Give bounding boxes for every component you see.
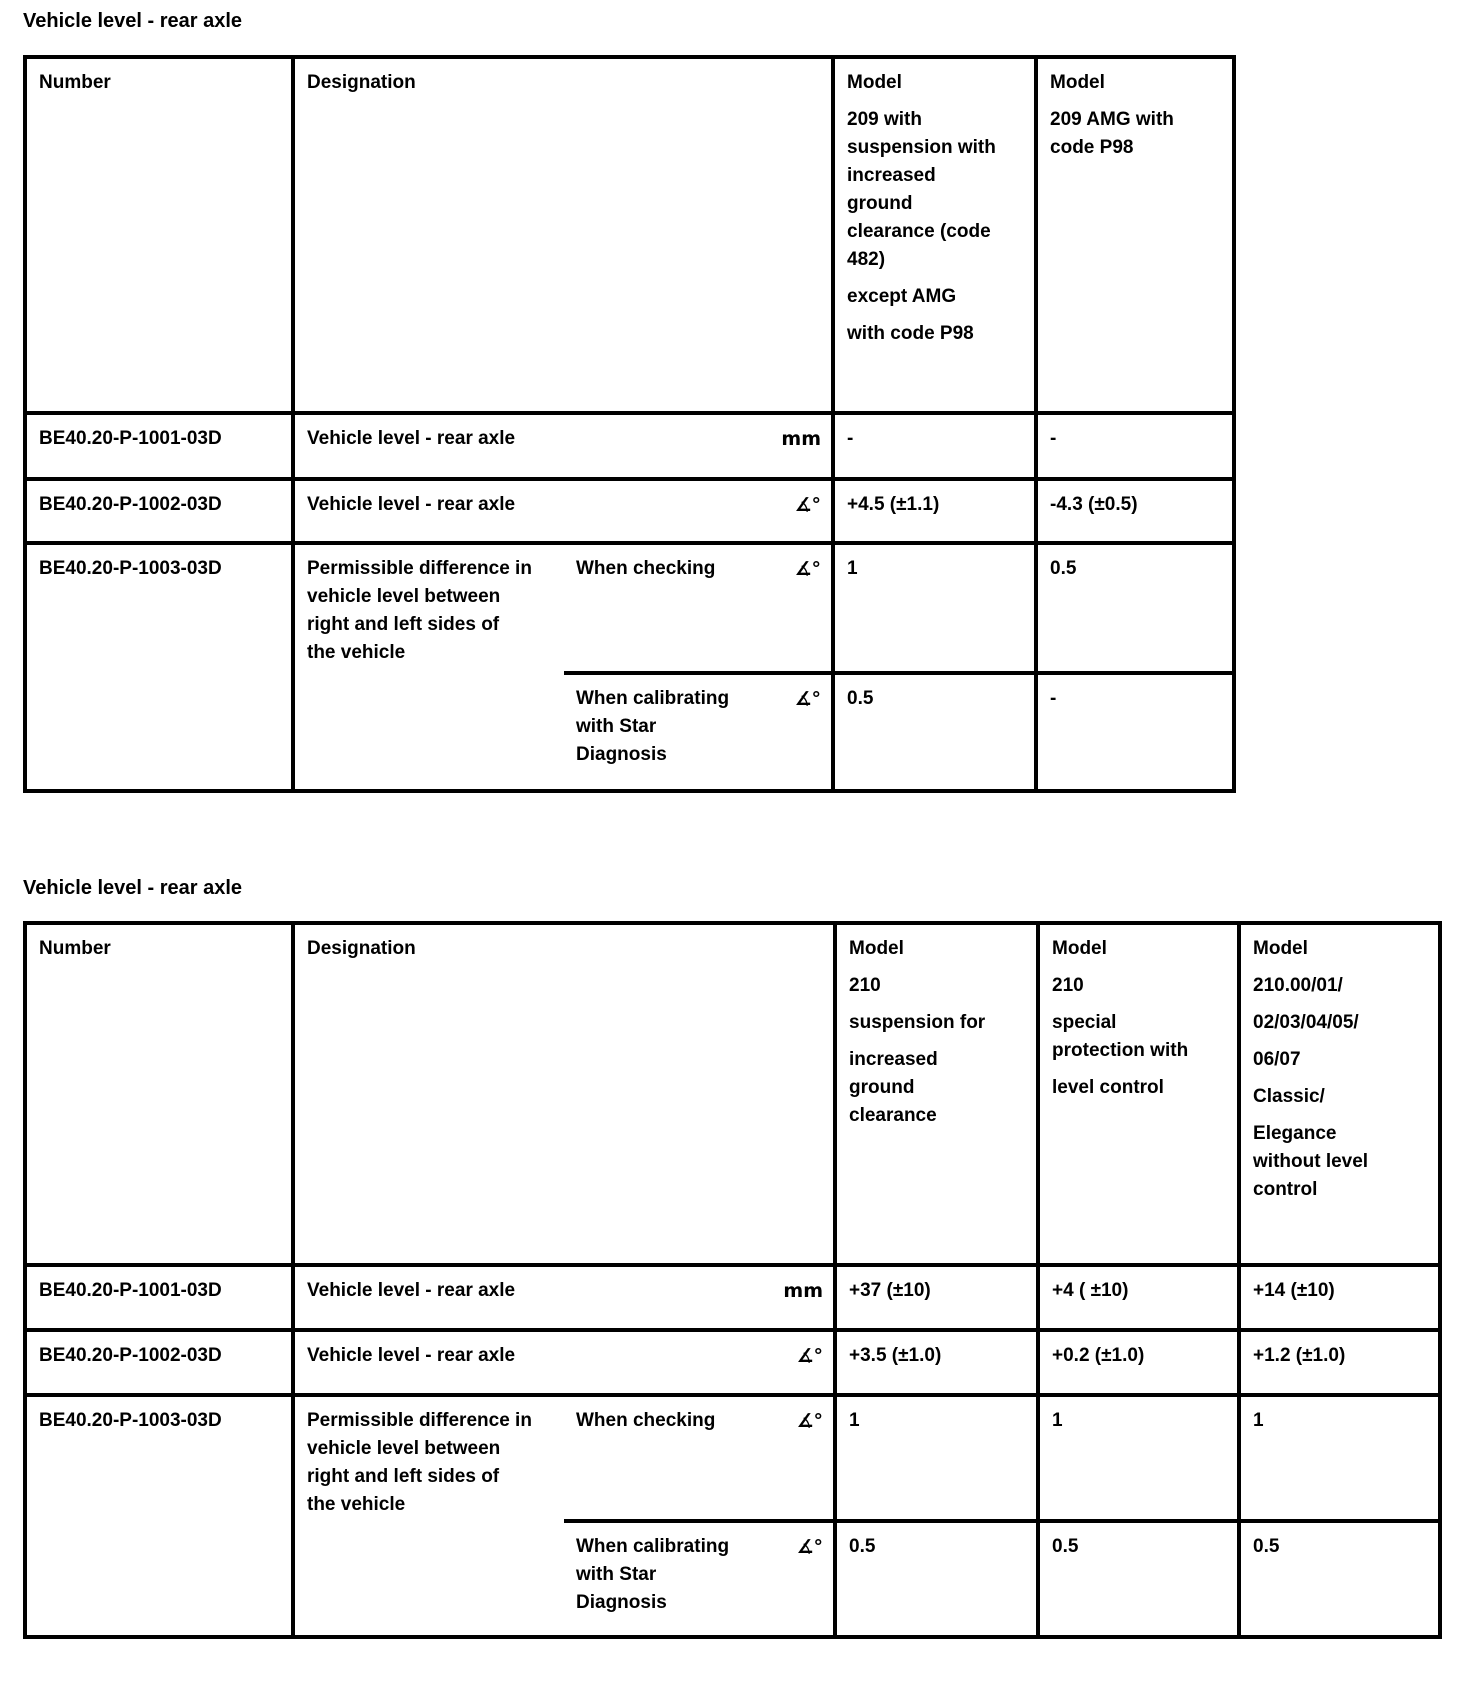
value-cell: -: [1036, 413, 1234, 479]
model-header-line: level control: [1052, 1077, 1164, 1098]
row-number: BE40.20-P-1003-03D: [25, 1395, 293, 1637]
row-designation-cell: [293, 479, 833, 543]
row-number: BE40.20-P-1003-03D: [25, 543, 293, 791]
value-cell: 0.5: [1038, 1521, 1239, 1637]
value-cell: +14 (±10): [1239, 1265, 1440, 1330]
row-designation-cell: [293, 543, 564, 791]
model-header-line: 210: [849, 975, 881, 996]
row-designation: Vehicle level - rear axle: [307, 1345, 516, 1366]
row-designation: Vehicle level - rear axle: [307, 428, 516, 449]
value-cell: 0.5: [833, 673, 1036, 791]
model-header-line: Model: [1052, 938, 1107, 959]
model-header-line: ground: [847, 193, 913, 214]
table-row: [25, 1330, 1440, 1395]
subrow-condition-cell: [564, 1395, 835, 1521]
designation-line: Permissible difference in: [307, 558, 532, 579]
value-cell: 1: [1038, 1395, 1239, 1521]
angle-degree-unit: ∡°: [794, 688, 822, 710]
model-header-line: Model: [849, 938, 904, 959]
model-header-line: suspension with: [847, 137, 996, 158]
subrow-condition-cell: [564, 1521, 835, 1637]
section-209: [23, 10, 1472, 793]
value-cell: 0.5: [1239, 1521, 1440, 1637]
value-cell: +37 (±10): [835, 1265, 1038, 1330]
row-number: BE40.20-P-1001-03D: [25, 413, 293, 479]
value-cell: +4.5 (±1.1): [833, 479, 1036, 543]
value-cell: -: [1036, 673, 1234, 791]
row-designation-cell: [293, 1265, 835, 1330]
table-row: [25, 479, 1234, 543]
table-row: [25, 543, 1234, 673]
row-designation-cell: [293, 1395, 564, 1637]
designation-line: right and left sides of: [307, 1466, 500, 1487]
designation-line: vehicle level between: [307, 1438, 501, 1459]
value-cell: +3.5 (±1.0): [835, 1330, 1038, 1395]
designation-line: vehicle level between: [307, 586, 501, 607]
angle-degree-unit: ∡°: [796, 1345, 824, 1367]
model-header-line: ground: [849, 1077, 915, 1098]
designation-line: the vehicle: [307, 642, 406, 663]
model-header-line: without level: [1253, 1151, 1369, 1172]
model-header-line: Elegance: [1253, 1123, 1337, 1144]
table-row: [25, 413, 1234, 479]
value-cell: -4.3 (±0.5): [1036, 479, 1234, 543]
subrow-label: When checking: [576, 558, 716, 579]
model-header-line: code P98: [1050, 137, 1134, 158]
angle-degree-unit: ∡°: [796, 1536, 824, 1558]
value-cell: +0.2 (±1.0): [1038, 1330, 1239, 1395]
col-header-model-210-suspension: [835, 923, 1038, 1265]
vehicle-level-table-210: [23, 921, 1442, 1639]
model-header-line: 209 with: [847, 109, 922, 130]
model-header-line: 02/03/04/05/: [1253, 1012, 1359, 1033]
col-header-model-209: [833, 57, 1036, 413]
model-header-line: suspension for: [849, 1012, 986, 1033]
section-title: Vehicle level - rear axle: [23, 877, 243, 899]
model-header-line: Classic/: [1253, 1086, 1325, 1107]
value-cell: 1: [1239, 1395, 1440, 1521]
row-designation: Vehicle level - rear axle: [307, 1280, 516, 1301]
value-cell: 0.5: [1036, 543, 1234, 673]
designation-line: Permissible difference in: [307, 1410, 532, 1431]
row-designation: Vehicle level - rear axle: [307, 494, 516, 515]
row-number: BE40.20-P-1002-03D: [25, 1330, 293, 1395]
value-cell: -: [833, 413, 1036, 479]
col-header-designation: Designation: [293, 57, 833, 413]
vehicle-level-table-209: [23, 55, 1236, 793]
value-cell: 1: [835, 1395, 1038, 1521]
angle-degree-unit: ∡°: [794, 494, 822, 516]
row-designation-cell: [293, 413, 833, 479]
col-header-designation: Designation: [293, 923, 835, 1265]
model-header-line: Model: [1253, 938, 1308, 959]
model-header-line: clearance (code: [847, 221, 991, 242]
model-header-line: with code P98: [847, 323, 974, 344]
model-header-line: 482): [847, 249, 886, 270]
model-header-line: increased: [849, 1049, 938, 1070]
model-header-line: increased: [847, 165, 936, 186]
subrow-label: When calibrating with Star Diagnosis: [576, 688, 730, 765]
value-cell: +1.2 (±1.0): [1239, 1330, 1440, 1395]
row-number: BE40.20-P-1002-03D: [25, 479, 293, 543]
subrow-condition-cell: [564, 673, 833, 791]
col-header-number: Number: [25, 57, 293, 413]
designation-line: right and left sides of: [307, 614, 500, 635]
section-title: Vehicle level - rear axle: [23, 10, 243, 32]
table-header-row: [25, 923, 1440, 1265]
col-header-number: Number: [25, 923, 293, 1265]
model-header-line: 210.00/01/: [1253, 975, 1343, 996]
designation-line: the vehicle: [307, 1494, 406, 1515]
model-header-line: 209 AMG with: [1050, 109, 1174, 130]
col-header-model-210-special-protection: [1038, 923, 1239, 1265]
subrow-label: When calibrating with Star Diagnosis: [576, 1536, 730, 1613]
model-header-line: protection with: [1052, 1040, 1189, 1061]
row-designation-cell: [293, 1330, 835, 1395]
model-header-line: 06/07: [1253, 1049, 1301, 1070]
col-header-model-209-amg: [1036, 57, 1234, 413]
col-header-model-210-classic-elegance: [1239, 923, 1440, 1265]
subrow-condition-cell: [564, 543, 833, 673]
model-header-line: Model: [1050, 72, 1105, 93]
value-cell: 0.5: [835, 1521, 1038, 1637]
table-row: [25, 1395, 1440, 1521]
table-header-row: [25, 57, 1234, 413]
section-210: [23, 877, 1472, 1639]
model-header-line: Model: [847, 72, 902, 93]
model-header-line: 210: [1052, 975, 1084, 996]
row-number: BE40.20-P-1001-03D: [25, 1265, 293, 1330]
model-header-line: clearance: [849, 1105, 937, 1126]
mm-unit: mm: [781, 428, 822, 450]
mm-unit: mm: [783, 1280, 824, 1302]
model-header-line: except AMG: [847, 286, 957, 307]
table-row: [25, 1265, 1440, 1330]
angle-degree-unit: ∡°: [794, 558, 822, 580]
subrow-label: When checking: [576, 1410, 716, 1431]
angle-degree-unit: ∡°: [796, 1410, 824, 1432]
value-cell: 1: [833, 543, 1036, 673]
model-header-line: special: [1052, 1012, 1117, 1033]
model-header-line: control: [1253, 1179, 1318, 1200]
value-cell: +4 ( ±10): [1038, 1265, 1239, 1330]
